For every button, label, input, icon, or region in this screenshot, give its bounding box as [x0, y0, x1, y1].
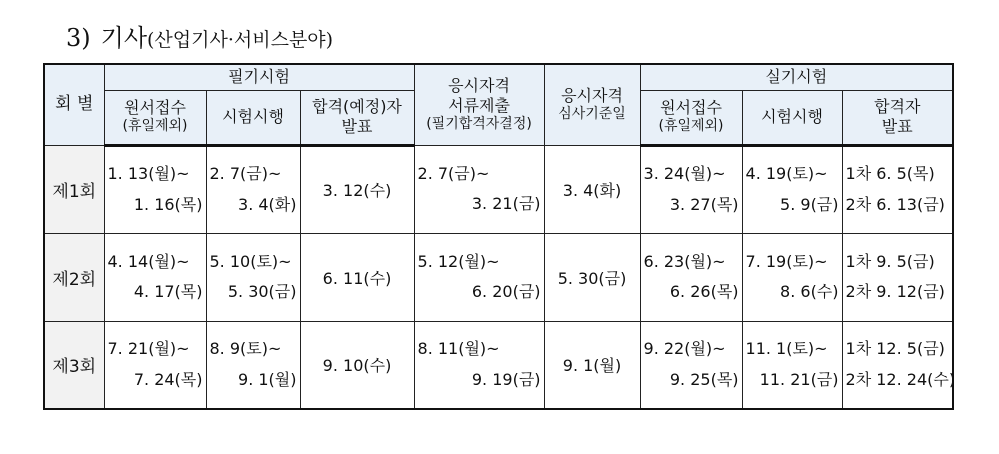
qual-review-cell: 3. 4(화) — [544, 145, 640, 233]
date-end: 5. 30(금) — [227, 282, 297, 301]
header-written-result-l2: 발표 — [341, 117, 373, 136]
practical-apply-cell — [640, 145, 742, 233]
date-end: 8. 6(수) — [780, 282, 839, 301]
date-start: 8. 9(토)~ — [209, 339, 282, 359]
header-practical-exam: 시험시행 — [742, 90, 842, 145]
header-row-1 — [44, 64, 953, 90]
date-end: 5. 9(금) — [780, 194, 839, 214]
section-title-main: 기사 — [100, 24, 148, 52]
date-start: 11. 1(토)~ — [745, 339, 828, 359]
header-practical-apply-l2: (휴일제외) — [658, 118, 724, 135]
practical-result-cell — [842, 321, 956, 409]
header-written: 필기시험 — [104, 64, 414, 90]
section-title-sub: (산업기사·서비스분야) — [147, 29, 334, 51]
date-start: 5. 12(월)~ — [417, 251, 500, 271]
date-end: 3. 27(목) — [669, 194, 739, 214]
round-label: 제3회 — [44, 321, 104, 409]
date-end: 6. 20(금) — [471, 282, 541, 301]
date-start: 3. 24(월)~ — [643, 164, 726, 184]
practical-result-cell — [842, 233, 953, 321]
header-written-result — [300, 90, 414, 145]
date-start: 1. 13(월)~ — [107, 164, 190, 184]
practical-exam-cell — [742, 321, 842, 409]
table-row — [44, 321, 953, 409]
written-exam-cell — [206, 145, 300, 233]
header-practical-result — [842, 90, 953, 145]
header-written-apply-l1: 원서접수 — [124, 98, 186, 118]
qual-review-cell: 5. 30(금) — [544, 233, 640, 321]
date-start: 4. 14(월)~ — [107, 251, 190, 271]
result-second: 2차 9. 12(금) — [845, 282, 945, 301]
result-first: 1차 12. 5(금) — [845, 339, 945, 359]
date-start: 4. 19(토)~ — [745, 164, 828, 184]
written-result-cell: 6. 11(수) — [300, 233, 414, 321]
result-first: 1차 6. 5(목) — [845, 164, 935, 184]
qual-review-cell: 9. 1(월) — [544, 321, 640, 409]
header-practical: 실기시험 — [640, 64, 953, 90]
header-doc-submit — [414, 64, 544, 145]
header-written-exam: 시험시행 — [206, 90, 300, 145]
written-exam-cell — [206, 233, 300, 321]
table-row — [44, 233, 953, 321]
date-end: 9. 19(금) — [471, 369, 541, 389]
header-doc-submit-l1: 응시자격 — [448, 76, 510, 95]
practical-exam-cell — [742, 145, 842, 233]
date-start: 5. 10(토)~ — [209, 251, 292, 271]
header-practical-result-l1: 합격자 — [874, 97, 921, 116]
header-practical-apply-l1: 원서접수 — [660, 98, 722, 118]
date-start: 2. 7(금)~ — [417, 163, 490, 183]
header-written-result-l1: 합격(예정)자 — [312, 97, 402, 116]
round-label: 제2회 — [44, 233, 104, 321]
written-result-cell: 9. 10(수) — [300, 321, 414, 409]
date-end: 9. 1(월) — [238, 369, 297, 389]
date-end: 4. 17(목) — [133, 282, 203, 301]
doc-submit-cell — [414, 321, 544, 409]
date-end: 6. 26(목) — [669, 282, 739, 301]
date-start: 7. 19(토)~ — [745, 251, 828, 271]
practical-exam-cell — [742, 233, 842, 321]
result-first: 1차 9. 5(금) — [845, 251, 935, 271]
date-end: 1. 16(목) — [133, 194, 203, 214]
header-qual-review-l1: 응시자격 — [561, 86, 623, 105]
date-start: 6. 23(월)~ — [643, 251, 726, 271]
header-qual-review — [544, 64, 640, 145]
round-label: 제1회 — [44, 145, 104, 233]
date-start: 9. 22(월)~ — [643, 339, 726, 359]
written-apply-cell — [104, 233, 206, 321]
date-end: 3. 4(화) — [238, 194, 297, 214]
section-number: 3) — [66, 24, 91, 52]
header-doc-submit-l3: (필기합격자결정) — [426, 116, 532, 132]
date-end: 7. 24(목) — [133, 369, 203, 389]
header-written-apply-l2: (휴일제외) — [122, 118, 188, 135]
table-row — [44, 145, 953, 233]
practical-apply-cell — [640, 233, 742, 321]
written-apply-cell — [104, 321, 206, 409]
doc-submit-cell — [414, 145, 544, 233]
header-doc-submit-l2: 서류제출 — [448, 96, 510, 115]
date-start: 8. 11(월)~ — [417, 339, 500, 359]
header-qual-review-l2: 심사기준일 — [558, 106, 626, 122]
header-round: 회 별 — [44, 64, 104, 145]
header-written-apply — [104, 90, 206, 145]
date-end: 3. 21(금) — [471, 194, 541, 213]
date-end: 11. 21(금) — [759, 369, 839, 389]
doc-submit-cell — [414, 233, 544, 321]
result-second: 2차 12. 24(수) — [845, 369, 956, 389]
header-practical-apply — [640, 90, 742, 145]
date-end: 9. 25(목) — [669, 369, 739, 389]
date-start: 2. 7(금)~ — [209, 164, 282, 184]
practical-result-cell — [842, 145, 953, 233]
written-apply-cell — [104, 145, 206, 233]
practical-apply-cell — [640, 321, 742, 409]
result-second: 2차 6. 13(금) — [845, 194, 945, 214]
section-title — [66, 18, 333, 53]
header-practical-result-l2: 발표 — [881, 117, 913, 136]
exam-schedule-table — [43, 63, 954, 410]
written-result-cell: 3. 12(수) — [300, 145, 414, 233]
date-start: 7. 21(월)~ — [107, 339, 190, 359]
written-exam-cell — [206, 321, 300, 409]
